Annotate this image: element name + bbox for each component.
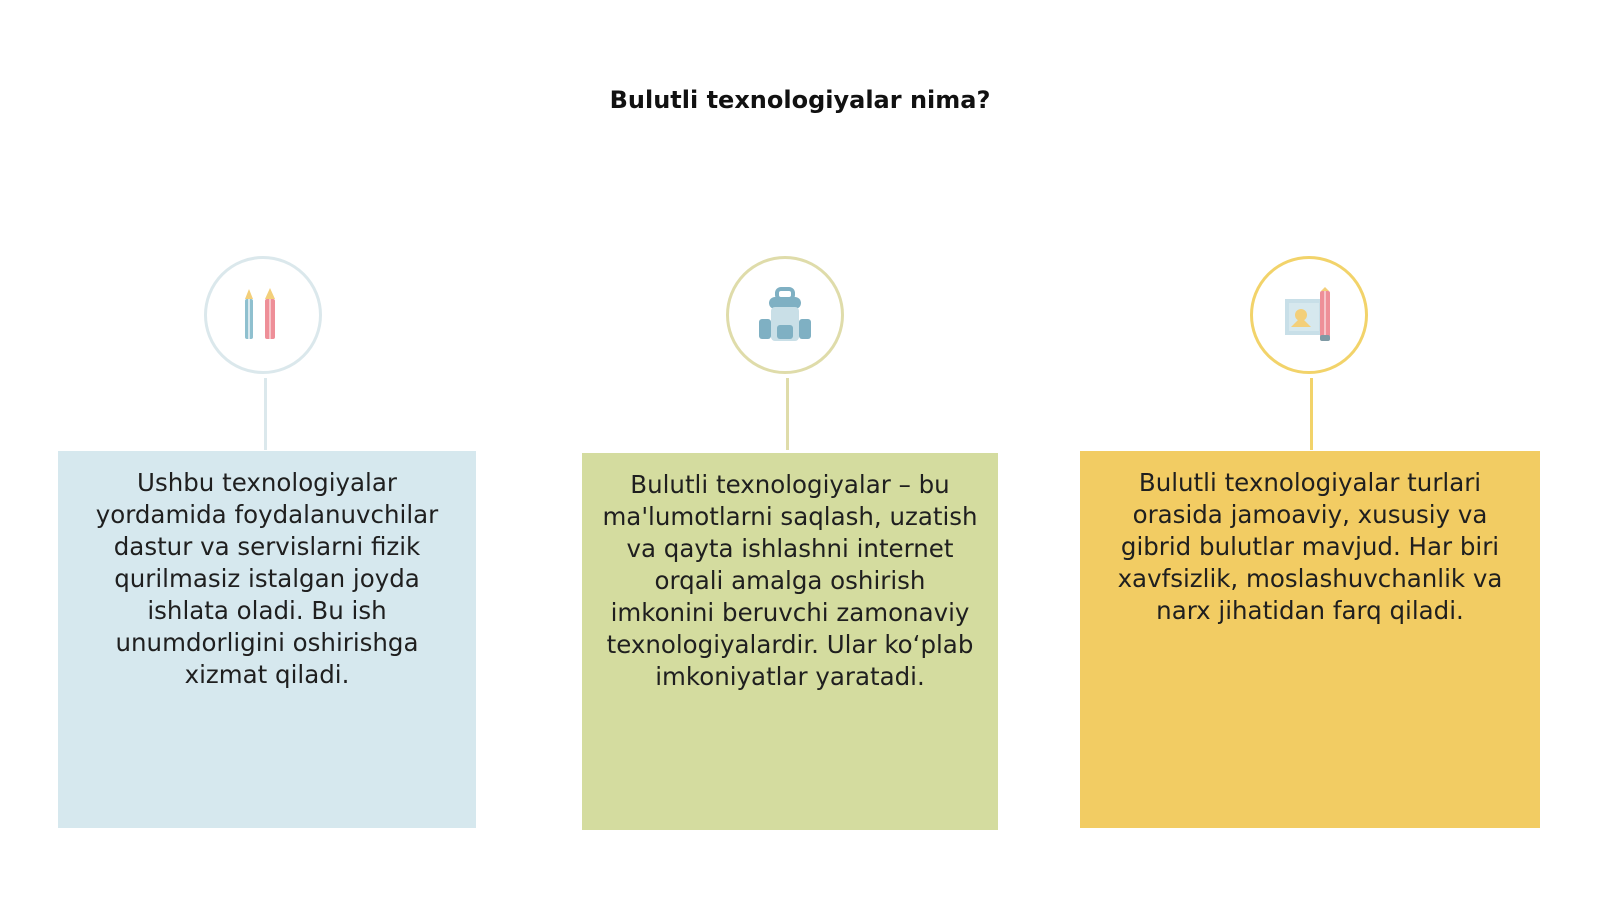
picture-and-pencil-icon <box>1279 285 1339 345</box>
card-1 <box>58 451 476 828</box>
slide-title: Bulutli texnologiyalar nima? <box>609 86 991 114</box>
icon-ring-3 <box>1250 256 1368 374</box>
connector-1 <box>264 378 267 450</box>
connector-2 <box>786 378 789 450</box>
connector-3 <box>1310 378 1313 450</box>
card-3 <box>1080 451 1540 828</box>
card-3-text: Bulutli texnologiyalar turlari orasida jamoaviy, xususiy va gibrid bulutlar mavjud. Har biri xavfsizlik, moslashuvchanlik va narx jihatidan farq qiladi. <box>1117 468 1503 625</box>
card-1-text: Ushbu texnologiyalar yordamida foydalanuvchilar dastur va servislarni fizik qurilmasiz istalgan joyda ishlata oladi. Bu ish unumdorligini oshirishga xizmat qiladi. <box>95 468 439 689</box>
card-2 <box>582 453 998 830</box>
card-2-text: Bulutli texnologiyalar – bu ma'lumotlarni saqlash, uzatish va qayta ishlashni internet orqali amalga oshirish imkonini beruvchi zamonaviy texnologiyalardir. Ular ko‘plab imkoniyatlar yaratadi. <box>602 470 978 691</box>
icon-ring-1 <box>204 256 322 374</box>
icon-ring-2 <box>726 256 844 374</box>
backpack-icon <box>755 285 815 345</box>
pencils-icon <box>235 285 291 345</box>
